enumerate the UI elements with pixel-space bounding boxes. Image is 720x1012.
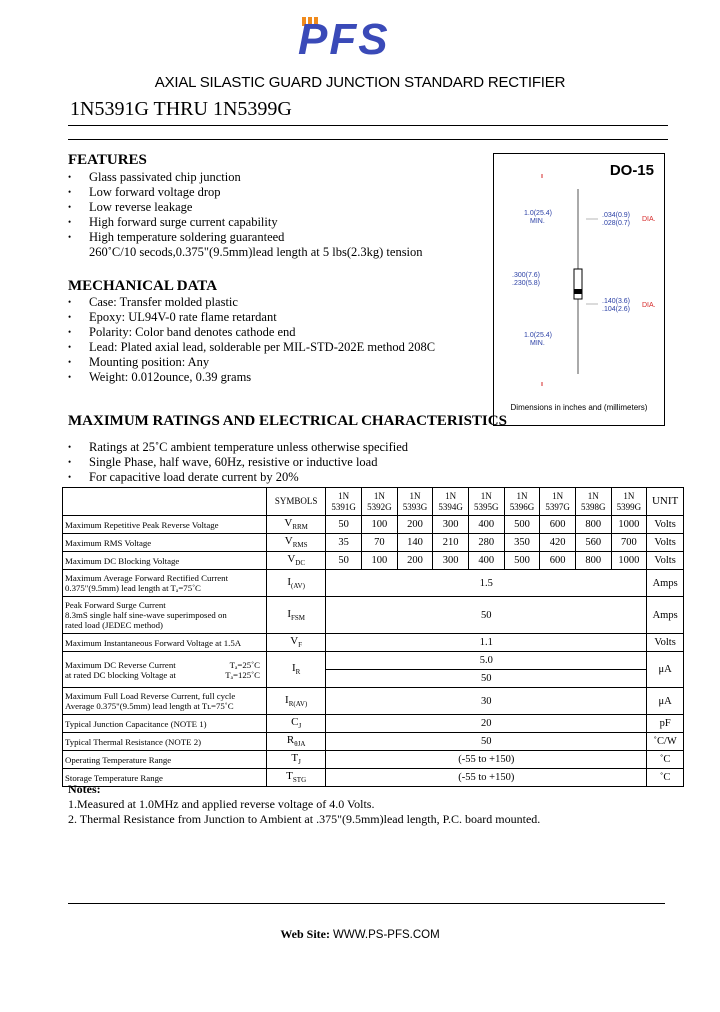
value-cell: 30 xyxy=(326,688,647,715)
value-cell: 200 xyxy=(397,516,433,534)
param-cell: Maximum Full Load Reverse Current, full cycle Average 0.375"(9.5mm) lead length at Tʟ=75˚C xyxy=(63,688,267,715)
value-cell: 50 xyxy=(326,597,647,634)
footer-divider xyxy=(68,903,665,904)
mechanical-title: MECHANICAL DATA xyxy=(68,278,218,294)
list-item: • Ratings at 25˚C ambient temperature unless otherwise specified xyxy=(68,440,488,455)
note-item: 1.Measured at 1.0MHz and applied reverse voltage of 4.0 Volts. xyxy=(68,797,375,811)
value-cell: (-55 to +150) xyxy=(326,769,647,787)
param-cell: Maximum Average Forward Rectified Current 0.375"(9.5mm) lead length at Tₐ=75˚C xyxy=(63,570,267,597)
param-cell: Typical Thermal Resistance (NOTE 2) xyxy=(63,733,267,751)
part-header: 1N 5398G xyxy=(575,488,611,516)
value-cell: 560 xyxy=(575,534,611,552)
param-cell: Maximum RMS Voltage xyxy=(63,534,267,552)
mechanical-section xyxy=(68,295,488,385)
table-row xyxy=(63,751,684,769)
ratings-section xyxy=(68,440,488,485)
diode-outline-drawing xyxy=(494,154,664,425)
value-cell: 1.5 xyxy=(326,570,647,597)
list-item: • For capacitive load derate current by 20% xyxy=(68,470,488,485)
note-item: 2. Thermal Resistance from Junction to Ambient at .375"(9.5mm)lead length, P.C. board mounted. xyxy=(68,812,541,826)
param-cell: Maximum DC Blocking Voltage xyxy=(63,552,267,570)
table-row xyxy=(63,733,684,751)
unit-cell: μA xyxy=(647,688,684,715)
table-header-row xyxy=(63,488,684,516)
symbol-cell: $V_{RMS}$ xyxy=(266,534,325,552)
value-cell: 420 xyxy=(540,534,576,552)
part-range-title: 1N5391G THRU 1N5399G xyxy=(70,98,292,120)
part-header: 1N 5399G xyxy=(611,488,647,516)
value-cell: 50 xyxy=(326,733,647,751)
list-item: • Weight: 0.012ounce, 0.39 grams xyxy=(68,370,488,385)
list-item: • Low forward voltage drop xyxy=(68,185,488,200)
ratings-conditions-list xyxy=(68,440,488,485)
param-cell: Maximum Repetitive Peak Reverse Voltage xyxy=(63,516,267,534)
website-label: Web Site: xyxy=(280,927,330,941)
value-cell: 50 xyxy=(326,516,362,534)
symbol-cell: $I_{FSM}$ xyxy=(266,597,325,634)
value-cell: 600 xyxy=(540,552,576,570)
value-cell: 1.1 xyxy=(326,634,647,652)
symbol-cell: $T_J$ xyxy=(266,751,325,769)
notes-title: Notes: xyxy=(68,782,101,796)
value-cell: 400 xyxy=(468,516,504,534)
package-name: DO-15 xyxy=(609,162,654,179)
divider xyxy=(68,139,668,140)
part-header: 1N 5396G xyxy=(504,488,540,516)
param-cell: Maximum Instantaneous Forward Voltage at 1.5A xyxy=(63,634,267,652)
unit-cell: pF xyxy=(647,715,684,733)
list-item: • High temperature soldering guaranteed xyxy=(68,230,488,245)
part-header: 1N 5391G xyxy=(326,488,362,516)
unit-cell: μA xyxy=(647,652,684,688)
param-cell: Storage Temperature Range xyxy=(63,769,267,787)
symbol-cell: $V_{DC}$ xyxy=(266,552,325,570)
value-cell: 500 xyxy=(504,552,540,570)
dimensions-caption: Dimensions in inches and (millimeters) xyxy=(510,403,648,412)
value-cell: 500 xyxy=(504,516,540,534)
value-cell: 400 xyxy=(468,552,504,570)
part-header: 1N 5395G xyxy=(468,488,504,516)
unit-cell: Volts xyxy=(647,516,684,534)
unit-cell: ˚C xyxy=(647,751,684,769)
symbol-cell: $I_R$ xyxy=(266,652,325,688)
unit-cell: Amps xyxy=(647,570,684,597)
param-cell: Maximum DC Reverse Current Tₐ=25˚C at rated DC blocking Voltage at Tₐ=125˚C xyxy=(63,652,267,688)
param-header-cell xyxy=(63,488,267,516)
value-cell: 300 xyxy=(433,516,469,534)
part-header: 1N 5393G xyxy=(397,488,433,516)
value-cell: 5.0 xyxy=(326,652,647,670)
list-item: • Glass passivated chip junction xyxy=(68,170,488,185)
unit-cell: Amps xyxy=(647,597,684,634)
table-row xyxy=(63,688,684,715)
param-cell: Peak Forward Surge Current 8.3mS single half sine-wave superimposed on rated load (JEDEC method) xyxy=(63,597,267,634)
list-item: • Case: Transfer molded plastic xyxy=(68,295,488,310)
list-item: • High forward surge current capability xyxy=(68,215,488,230)
table-row xyxy=(63,715,684,733)
notes-section xyxy=(68,782,540,827)
body-length-label: .300(7.6) .230(5.8) xyxy=(512,272,541,287)
part-header: 1N 5392G xyxy=(361,488,397,516)
package-diagram xyxy=(493,153,665,426)
param-cell: Operating Temperature Range xyxy=(63,751,267,769)
mechanical-list xyxy=(68,295,488,385)
part-header: 1N 5397G xyxy=(540,488,576,516)
features-list xyxy=(68,170,488,245)
website-link[interactable]: WWW.PS-PFS.COM xyxy=(332,929,440,941)
symbol-cell: $V_{RRM}$ xyxy=(266,516,325,534)
value-cell: 210 xyxy=(433,534,469,552)
features-section xyxy=(68,170,488,260)
symbols-header: SYMBOLS xyxy=(266,488,325,516)
value-cell: 50 xyxy=(326,552,362,570)
value-cell: 350 xyxy=(504,534,540,552)
table-row xyxy=(63,652,684,670)
unit-cell: ˚C xyxy=(647,769,684,787)
lead-length-label: 1.0(25.4) MIN. xyxy=(524,210,553,225)
value-cell: 1000 xyxy=(611,516,647,534)
list-item: • Single Phase, half wave, 60Hz, resistive or inductive load xyxy=(68,455,488,470)
lead-length-label: 1.0(25.4) MIN. xyxy=(524,332,553,347)
dia-label: DIA. xyxy=(642,302,656,309)
value-cell: 35 xyxy=(326,534,362,552)
symbol-cell: $V_F$ xyxy=(266,634,325,652)
value-cell: 100 xyxy=(361,516,397,534)
symbol-cell: $I_{R(AV)}$ xyxy=(266,688,325,715)
body-diameter-label: .140(3.6) .104(2.6) xyxy=(602,298,631,313)
value-cell: 140 xyxy=(397,534,433,552)
value-cell: (-55 to +150) xyxy=(326,751,647,769)
symbol-cell: $T_{STG}$ xyxy=(266,769,325,787)
value-cell: 20 xyxy=(326,715,647,733)
features-title: FEATURES xyxy=(68,152,147,168)
unit-cell: Volts xyxy=(647,552,684,570)
value-cell: 800 xyxy=(575,516,611,534)
value-cell: 600 xyxy=(540,516,576,534)
symbol-cell: $C_J$ xyxy=(266,715,325,733)
value-cell: 200 xyxy=(397,552,433,570)
symbol-cell: $I_{(AV)}$ xyxy=(266,570,325,597)
value-cell: 800 xyxy=(575,552,611,570)
unit-header: UNIT xyxy=(647,488,684,516)
table-row xyxy=(63,516,684,534)
list-item: • Low reverse leakage xyxy=(68,200,488,215)
list-item: • Epoxy: UL94V-0 rate flame retardant xyxy=(68,310,488,325)
value-cell: 70 xyxy=(361,534,397,552)
table-row xyxy=(63,552,684,570)
table-row xyxy=(63,597,684,634)
dia-label: DIA. xyxy=(642,216,656,223)
table-row xyxy=(63,570,684,597)
unit-cell: Volts xyxy=(647,534,684,552)
list-item: • Lead: Plated axial lead, solderable per MIL-STD-202E method 208C xyxy=(68,340,488,355)
value-cell: 280 xyxy=(468,534,504,552)
symbol-cell: $R_{\theta JA}$ xyxy=(266,733,325,751)
part-header: 1N 5394G xyxy=(433,488,469,516)
document-subtitle: AXIAL SILASTIC GUARD JUNCTION STANDARD RECTIFIER xyxy=(154,74,566,91)
list-item: • Mounting position: Any xyxy=(68,355,488,370)
value-cell: 100 xyxy=(361,552,397,570)
ratings-title: MAXIMUM RATINGS AND ELECTRICAL CHARACTERISTICS xyxy=(68,413,507,429)
logo-text: PFS xyxy=(298,15,390,58)
pfs-logo xyxy=(296,14,466,58)
value-cell: 1000 xyxy=(611,552,647,570)
list-item: • Polarity: Color band denotes cathode end xyxy=(68,325,488,340)
table-row xyxy=(63,534,684,552)
value-cell: 50 xyxy=(326,670,647,688)
features-continuation: 260˚C/10 secods,0.375"(9.5mm)lead length at 5 lbs(2.3kg) tension xyxy=(89,245,423,259)
param-cell: Typical Junction Capacitance (NOTE 1) xyxy=(63,715,267,733)
value-cell: 700 xyxy=(611,534,647,552)
unit-cell: Volts xyxy=(647,634,684,652)
ratings-table xyxy=(62,487,684,787)
divider xyxy=(68,125,668,126)
lead-diameter-label: .034(0.9) .028(0.7) xyxy=(602,212,631,227)
table-row xyxy=(63,634,684,652)
value-cell: 300 xyxy=(433,552,469,570)
footer-website xyxy=(0,927,720,942)
unit-cell: ˚C/W xyxy=(647,733,684,751)
